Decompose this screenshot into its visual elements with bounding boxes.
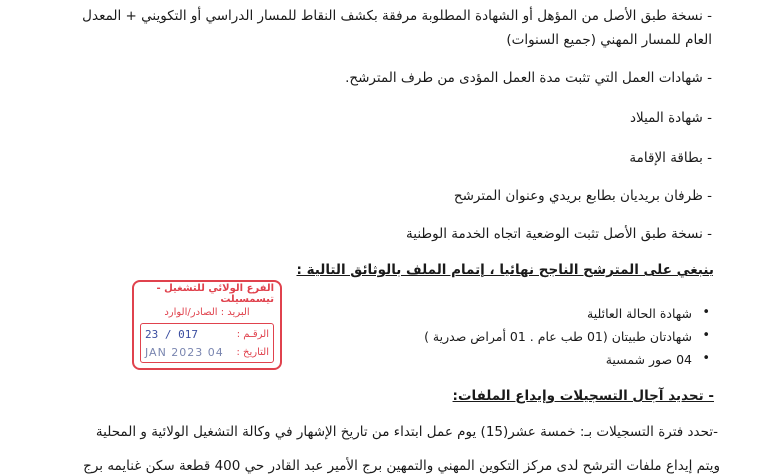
requirement-certificate-copy: - نسخة طبق الأصل من المؤهل أو الشهادة المطلوبة مرفقة بكشف النقاط للمسار الدراسي أو التكويني + المعدل — [82, 8, 712, 24]
official-stamp — [132, 280, 282, 370]
list-item: • 04 صور شمسية — [606, 352, 692, 367]
requirement-work-certificates: - شهادات العمل التي تثبت مدة العمل المؤدى من طرف المترشح. — [345, 70, 712, 86]
requirement-certificate-copy-continued: العام للمسار المهني (جميع السنوات) — [506, 32, 712, 48]
requirement-birth-certificate: - شهادة الميلاد — [630, 110, 712, 126]
stamp-title: الفرع الولائي للتشغيل - تيسمسيلت — [156, 283, 274, 305]
registration-period-text: -تحدد فترة التسجيلات بـ: خمسة عشر(15) يوم عمل ابتداء من تاريخ الإشهار في وكالة التشغيل الولائية و المحلية — [95, 424, 718, 440]
stamp-number-label: الرقـم : — [236, 328, 269, 340]
section-title-final-documents: ينبغي على المترشح الناجح نهائيا ، إتمام الملف بالوثائق التالية : — [296, 262, 714, 278]
list-item: • شهادة الحالة العائلية — [587, 306, 692, 321]
stamp-inner-box — [140, 323, 274, 363]
list-item: • شهادتان طبيتان (01 طب عام . 01 أمراض صدرية ) — [424, 329, 692, 344]
deposit-location-text: ويتم إيداع ملفات الترشح لدى مركز التكوين المهني والتمهين برج الأمير عبد القادر حي 400 قطعة سكن غنايمه برج — [83, 458, 720, 474]
stamp-number-value: 017 / 23 — [145, 327, 198, 341]
requirement-envelopes: - ظرفان بريديان بطابع بريدي وعنوان المترشح — [453, 188, 712, 204]
stamp-date-label: التاريخ : — [236, 346, 269, 358]
stamp-date-value: 04 JAN 2023 — [145, 345, 224, 359]
section-title-registration-deadlines: - تحديد آجال التسجيلات وإيداع الملفات: — [452, 388, 714, 404]
requirement-residence-card: - بطاقة الإقامة — [629, 150, 712, 166]
requirement-national-service: - نسخة طبق الأصل تثبت الوضعية اتجاه الخدمة الوطنية — [406, 226, 712, 242]
stamp-mail-label: البريد : الصادر/الوارد — [164, 306, 250, 318]
